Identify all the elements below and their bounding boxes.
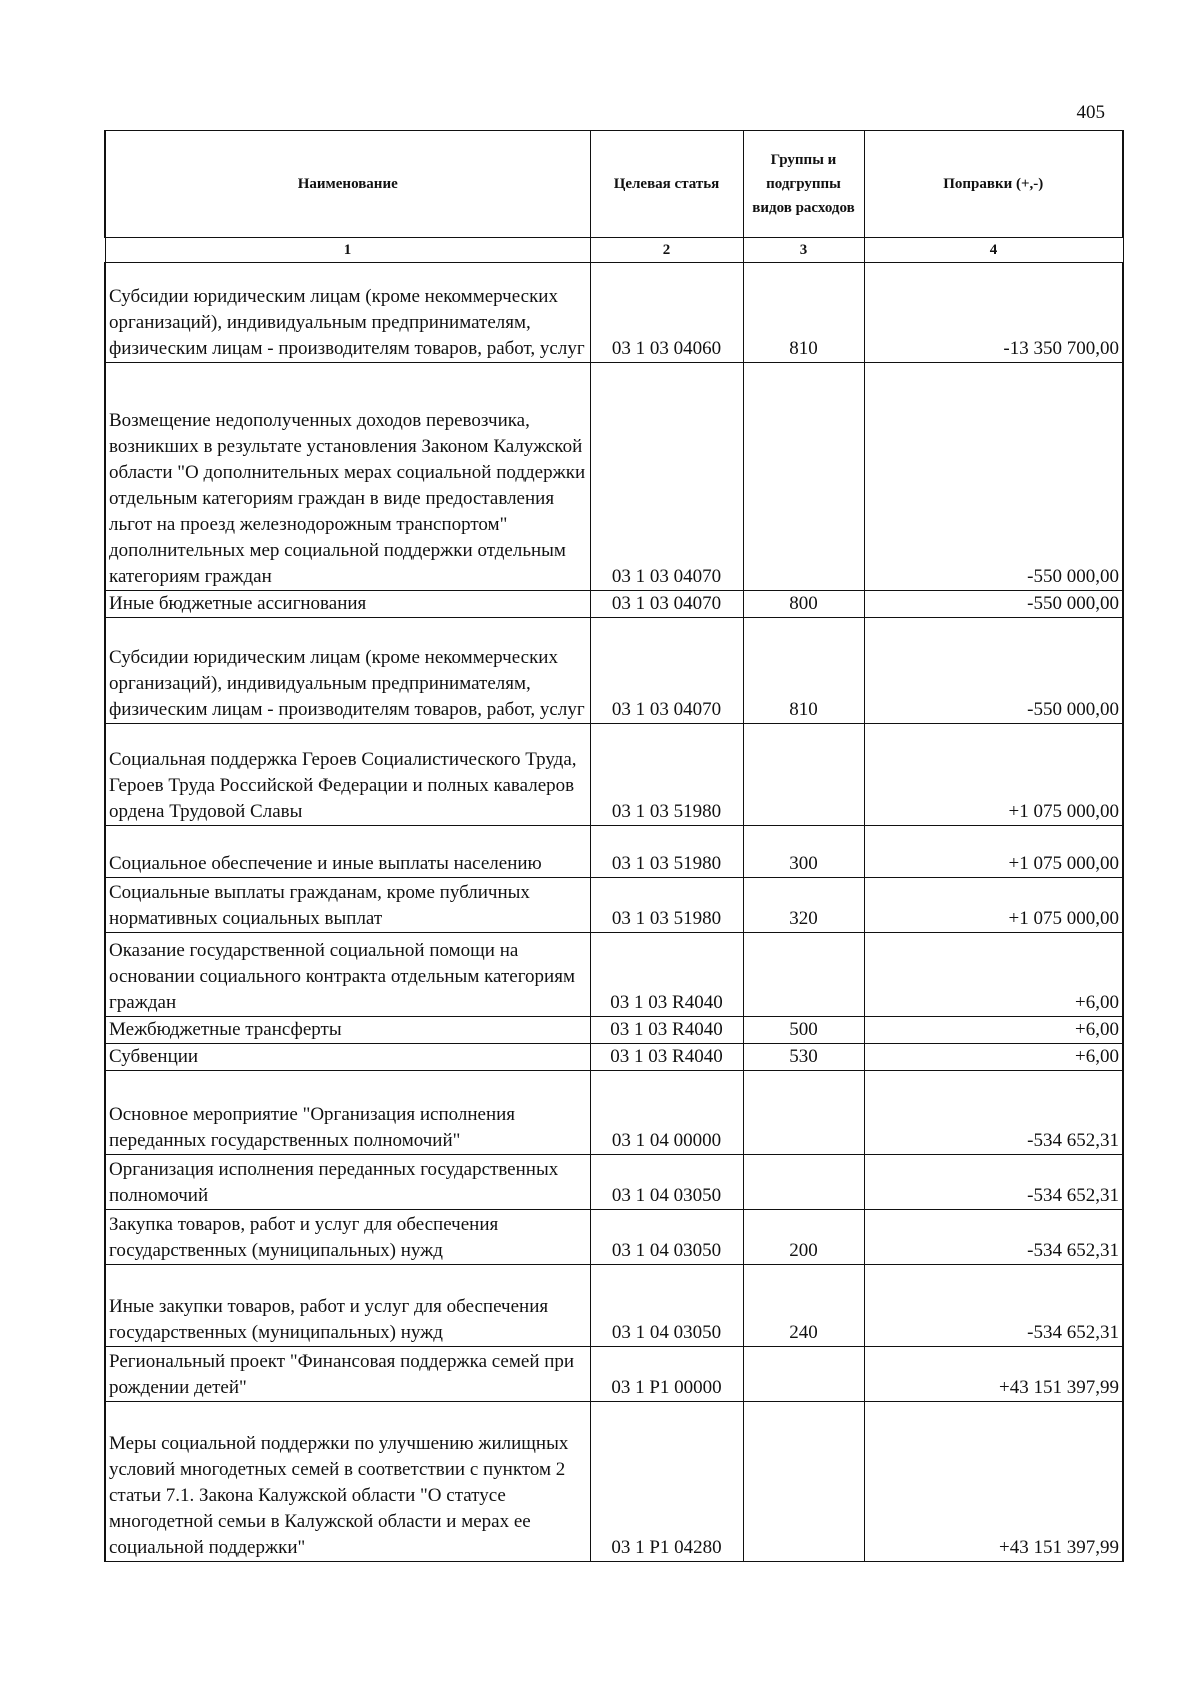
header-amendments: Поправки (+,-): [864, 131, 1123, 238]
header-expense-group: Группы и подгруппы видов расходов: [743, 131, 864, 238]
header-name: Наименование: [105, 131, 590, 238]
row-expense-group: 800: [743, 591, 864, 618]
row-name: Иные закупки товаров, работ и услуг для обеспечения государственных (муниципальных) нужд: [105, 1265, 590, 1347]
row-target-article: 03 1 03 51980: [590, 878, 743, 933]
row-expense-group: [743, 1347, 864, 1402]
row-amount: +1 075 000,00: [864, 878, 1123, 933]
table-row: [105, 1210, 1123, 1265]
row-name: Меры социальной поддержки по улучшению жилищных условий многодетных семей в соответствии с пунктом 2 статьи 7.1. Закона Калужской области "О статусе многодетной семьи в Калужской области и мерах ее социальной поддержки": [105, 1402, 590, 1562]
column-number-row: [105, 238, 1123, 263]
row-target-article: 03 1 03 R4040: [590, 1017, 743, 1044]
row-amount: +1 075 000,00: [864, 826, 1123, 878]
table-row: [105, 933, 1123, 1017]
table-row: [105, 878, 1123, 933]
row-target-article: 03 1 03 51980: [590, 826, 743, 878]
row-name: Межбюджетные трансферты: [105, 1017, 590, 1044]
row-expense-group: 530: [743, 1044, 864, 1071]
row-expense-group: 810: [743, 263, 864, 363]
row-target-article: 03 1 04 03050: [590, 1265, 743, 1347]
table-row: [105, 1044, 1123, 1071]
table-row: [105, 1155, 1123, 1210]
row-target-article: 03 1 03 04070: [590, 363, 743, 591]
column-number: 1: [105, 238, 590, 263]
table-row: [105, 263, 1123, 363]
row-target-article: 03 1 04 03050: [590, 1210, 743, 1265]
row-name: Региональный проект "Финансовая поддержка семей при рождении детей": [105, 1347, 590, 1402]
budget-amendments-table: [104, 130, 1124, 1562]
row-name: Иные бюджетные ассигнования: [105, 591, 590, 618]
row-name: Социальные выплаты гражданам, кроме публичных нормативных социальных выплат: [105, 878, 590, 933]
header-target-article: Целевая статья: [590, 131, 743, 238]
table-header-row: [105, 131, 1123, 238]
table-row: [105, 618, 1123, 724]
row-amount: +6,00: [864, 933, 1123, 1017]
table-row: [105, 1265, 1123, 1347]
table-row: [105, 591, 1123, 618]
row-name: Возмещение недополученных доходов перевозчика, возникших в результате установления Законом Калужской области "О дополнительных мерах социальной поддержки отдельным категориям граждан в виде предоставления льгот на проезд железнодорожным транспортом" дополнительных мер социальной поддержки отдельным категориям граждан: [105, 363, 590, 591]
row-name: Субсидии юридическим лицам (кроме некоммерческих организаций), индивидуальным предпринимателям, физическим лицам - производителям товаров, работ, услуг: [105, 618, 590, 724]
row-expense-group: 200: [743, 1210, 864, 1265]
row-expense-group: 320: [743, 878, 864, 933]
row-name: Субвенции: [105, 1044, 590, 1071]
row-name: Социальная поддержка Героев Социалистического Труда, Героев Труда Российской Федерации и полных кавалеров ордена Трудовой Славы: [105, 724, 590, 826]
table-row: [105, 826, 1123, 878]
row-target-article: 03 1 03 R4040: [590, 933, 743, 1017]
row-amount: +43 151 397,99: [864, 1347, 1123, 1402]
row-name: Оказание государственной социальной помощи на основании социального контракта отдельным категориям граждан: [105, 933, 590, 1017]
row-name: Закупка товаров, работ и услуг для обеспечения государственных (муниципальных) нужд: [105, 1210, 590, 1265]
row-target-article: 03 1 P1 04280: [590, 1402, 743, 1562]
row-name: Субсидии юридическим лицам (кроме некоммерческих организаций), индивидуальным предпринимателям, физическим лицам - производителям товаров, работ, услуг: [105, 263, 590, 363]
row-expense-group: [743, 933, 864, 1017]
row-amount: -13 350 700,00: [864, 263, 1123, 363]
row-amount: -550 000,00: [864, 591, 1123, 618]
row-name: Организация исполнения переданных государственных полномочий: [105, 1155, 590, 1210]
row-amount: +6,00: [864, 1044, 1123, 1071]
row-amount: +6,00: [864, 1017, 1123, 1044]
row-expense-group: 240: [743, 1265, 864, 1347]
row-expense-group: [743, 363, 864, 591]
row-amount: -534 652,31: [864, 1071, 1123, 1155]
row-expense-group: 500: [743, 1017, 864, 1044]
table-row: [105, 1017, 1123, 1044]
row-target-article: 03 1 03 51980: [590, 724, 743, 826]
row-amount: -550 000,00: [864, 618, 1123, 724]
row-amount: -534 652,31: [864, 1155, 1123, 1210]
row-expense-group: 810: [743, 618, 864, 724]
row-target-article: 03 1 03 04060: [590, 263, 743, 363]
row-target-article: 03 1 03 R4040: [590, 1044, 743, 1071]
column-number: 3: [743, 238, 864, 263]
page-number: 405: [1076, 102, 1105, 123]
row-target-article: 03 1 04 03050: [590, 1155, 743, 1210]
table-row: [105, 363, 1123, 591]
row-expense-group: [743, 1071, 864, 1155]
row-amount: -534 652,31: [864, 1210, 1123, 1265]
row-expense-group: [743, 724, 864, 826]
row-expense-group: 300: [743, 826, 864, 878]
row-target-article: 03 1 P1 00000: [590, 1347, 743, 1402]
row-name: Социальное обеспечение и иные выплаты населению: [105, 826, 590, 878]
column-number: 4: [864, 238, 1123, 263]
table-row: [105, 1347, 1123, 1402]
row-expense-group: [743, 1155, 864, 1210]
row-amount: +43 151 397,99: [864, 1402, 1123, 1562]
column-number: 2: [590, 238, 743, 263]
table-row: [105, 1402, 1123, 1562]
row-target-article: 03 1 03 04070: [590, 591, 743, 618]
row-amount: -550 000,00: [864, 363, 1123, 591]
row-expense-group: [743, 1402, 864, 1562]
row-name: Основное мероприятие "Организация исполнения переданных государственных полномочий": [105, 1071, 590, 1155]
table-row: [105, 1071, 1123, 1155]
table-row: [105, 724, 1123, 826]
row-amount: -534 652,31: [864, 1265, 1123, 1347]
row-target-article: 03 1 04 00000: [590, 1071, 743, 1155]
row-amount: +1 075 000,00: [864, 724, 1123, 826]
row-target-article: 03 1 03 04070: [590, 618, 743, 724]
